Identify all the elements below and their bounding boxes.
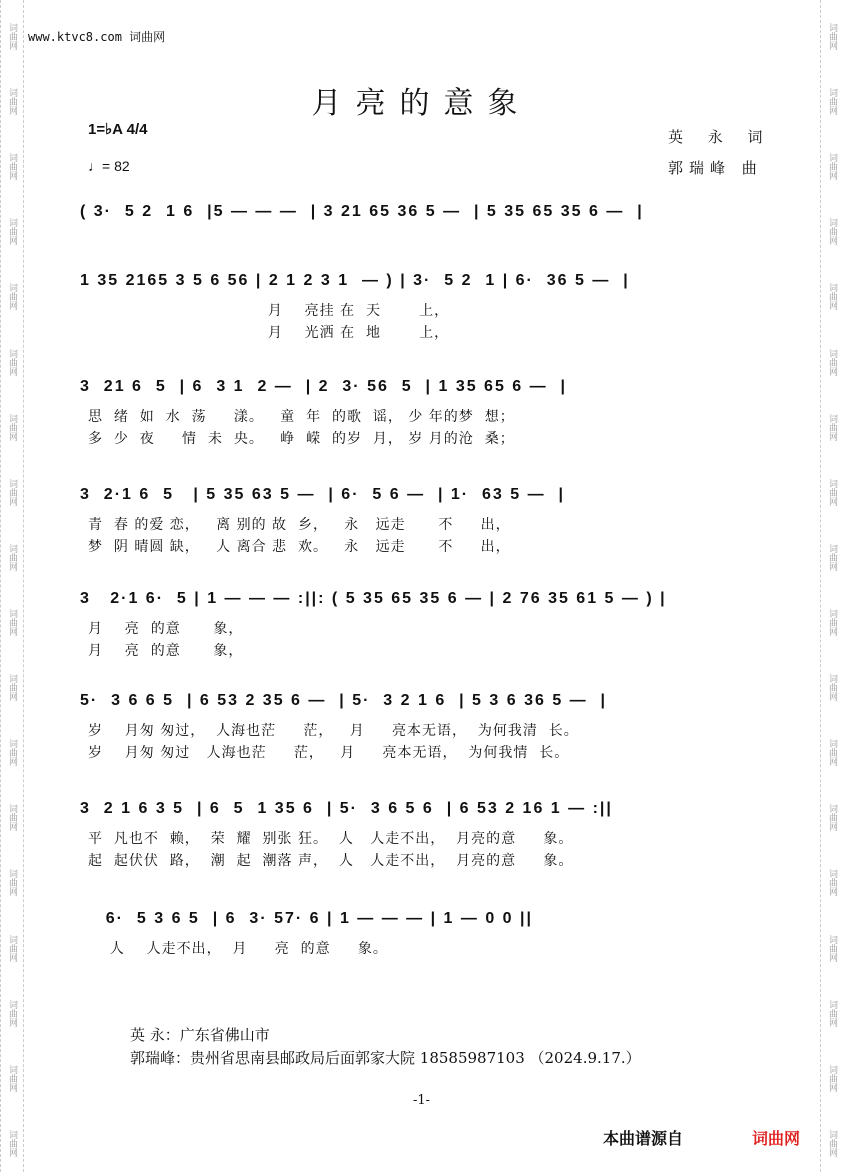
watermark-text: 词曲网: [7, 283, 17, 311]
watermark-text: 词曲网: [7, 869, 17, 897]
tempo-marking: ♩= 82: [88, 158, 130, 174]
lyric-line-2: 岁 月匆 匆过 人海也茫 茫， 月 亮本无语， 为何我情 长。: [88, 745, 570, 761]
lyric-line-1: 岁 月匆 匆过， 人海也茫 茫， 月 亮本无语， 为何我清 长。: [88, 723, 579, 739]
watermark-text: 词曲网: [827, 283, 837, 311]
watermark-text: 词曲网: [7, 1064, 17, 1092]
watermark-text: 词曲网: [7, 153, 17, 181]
watermark-text: 词曲网: [827, 934, 837, 962]
site-header[interactable]: www.ktvc8.com 词曲网: [28, 30, 166, 44]
watermark-text: 词曲网: [7, 478, 17, 506]
watermark-text: 词曲网: [827, 413, 837, 441]
watermark-text: 词曲网: [7, 413, 17, 441]
composer-address: 郭瑞峰：贵州省思南县邮政局后面郭家大院 18585987103 （2024.9.17.）: [130, 1049, 641, 1067]
watermark-text: 词曲网: [827, 804, 837, 832]
watermark-text: 词曲网: [827, 1129, 837, 1157]
watermark-right: [820, 0, 843, 1172]
composer-credit: 郭瑞峰 曲: [668, 159, 763, 177]
watermark-text: 词曲网: [7, 999, 17, 1027]
watermark-text: 词曲网: [827, 88, 837, 116]
source-brand-link[interactable]: 词曲网: [752, 1131, 801, 1148]
lyricist-credit: 英 永 词: [668, 128, 773, 146]
watermark-text: 词曲网: [7, 23, 17, 51]
watermark-text: 词曲网: [7, 934, 17, 962]
lyric-line-2: 月 亮 的意 象，: [88, 643, 244, 659]
watermark-text: 词曲网: [827, 739, 837, 767]
lyric-line-1: 月 亮挂 在 天 上，: [88, 303, 450, 319]
watermark-text: 词曲网: [7, 674, 17, 702]
notation-line: 3 21 6 5 | 6 3 1 2 — | 2 3· 56 5 | 1 35 65 6 — |: [80, 378, 568, 395]
watermark-text: 词曲网: [827, 869, 837, 897]
watermark-text: 词曲网: [827, 609, 837, 637]
watermark-text: 词曲网: [827, 543, 837, 571]
watermark-text: 词曲网: [7, 609, 17, 637]
watermark-left: [0, 0, 24, 1172]
notation-line: 3 2·1 6· 5 | 1 — — — :||: ( 5 35 65 35 6 — | 2 76 35 61 5 — ) |: [80, 590, 667, 607]
watermark-text: 词曲网: [827, 478, 837, 506]
watermark-text: 词曲网: [827, 348, 837, 376]
lyric-line-1: 青 春 的爱 恋， 离 别的 故 乡， 永 远走 不 出，: [88, 517, 511, 533]
key-signature: 1=♭A 4/4: [88, 121, 148, 138]
lyric-line-1: 思 绪 如 水 荡 漾。 童 年 的歌 谣， 少 年的梦 想；: [88, 409, 515, 425]
notation-line: 6· 5 3 6 5 | 6 3· 57· 6 | 1 — — — | 1 — 0 0 ||: [80, 910, 533, 927]
lyric-line-1: 平 凡也不 赖， 荣 耀 别张 狂。 人 人走不出， 月亮的意 象。: [88, 831, 574, 847]
watermark-text: 词曲网: [827, 999, 837, 1027]
notation-line: 3 2 1 6 3 5 | 6 5 1 35 6 | 5· 3 6 5 6 | 6 53 2 16 1 — :||: [80, 800, 613, 817]
notation-line: 3 2·1 6 5 | 5 35 63 5 — | 6· 5 6 — | 1· 63 5 — |: [80, 486, 565, 503]
watermark-text: 词曲网: [7, 218, 17, 246]
lyric-line-1: 月 亮 的意 象，: [88, 621, 244, 637]
notation-line: 5· 3 6 6 5 | 6 53 2 35 6 — | 5· 3 2 1 6 | 5 3 6 36 5 — |: [80, 692, 608, 709]
watermark-text: 词曲网: [827, 153, 837, 181]
watermark-text: 词曲网: [827, 23, 837, 51]
lyricist-address: 英 永：广东省佛山市: [130, 1026, 270, 1044]
lyric-line-2: 梦 阴 晴圆 缺， 人 离合 悲 欢。 永 远走 不 出，: [88, 539, 511, 555]
watermark-text: 词曲网: [7, 1129, 17, 1157]
notation-line: 1 35 2165 3 5 6 56 | 2 1 2 3 1 — ) | 3· 5 2 1 | 6· 36 5 — |: [80, 272, 630, 289]
watermark-text: 词曲网: [7, 804, 17, 832]
lyric-line-2: 月 光洒 在 地 上，: [88, 325, 450, 341]
watermark-text: 词曲网: [827, 1064, 837, 1092]
lyric-line-1: 人 人走不出， 月 亮 的意 象。: [88, 941, 388, 957]
watermark-text: 词曲网: [827, 218, 837, 246]
lyric-line-2: 多 少 夜 情 未 央。 峥 嵘 的岁 月， 岁 月的沧 桑；: [88, 431, 515, 447]
source-label: 本曲谱源自: [603, 1131, 684, 1148]
watermark-text: 词曲网: [7, 88, 17, 116]
page-number: -1-: [412, 1093, 431, 1108]
watermark-text: 词曲网: [7, 348, 17, 376]
watermark-text: 词曲网: [7, 543, 17, 571]
song-title: 月亮的意象: [311, 86, 532, 121]
notation-line: ( 3· 5 2 1 6 |5 — — — | 3 21 65 36 5 — | 5 35 65 35 6 — |: [80, 203, 644, 220]
watermark-text: 词曲网: [7, 739, 17, 767]
watermark-text: 词曲网: [827, 674, 837, 702]
lyric-line-2: 起 起伏伏 路， 潮 起 潮落 声， 人 人走不出， 月亮的意 象。: [88, 853, 574, 869]
